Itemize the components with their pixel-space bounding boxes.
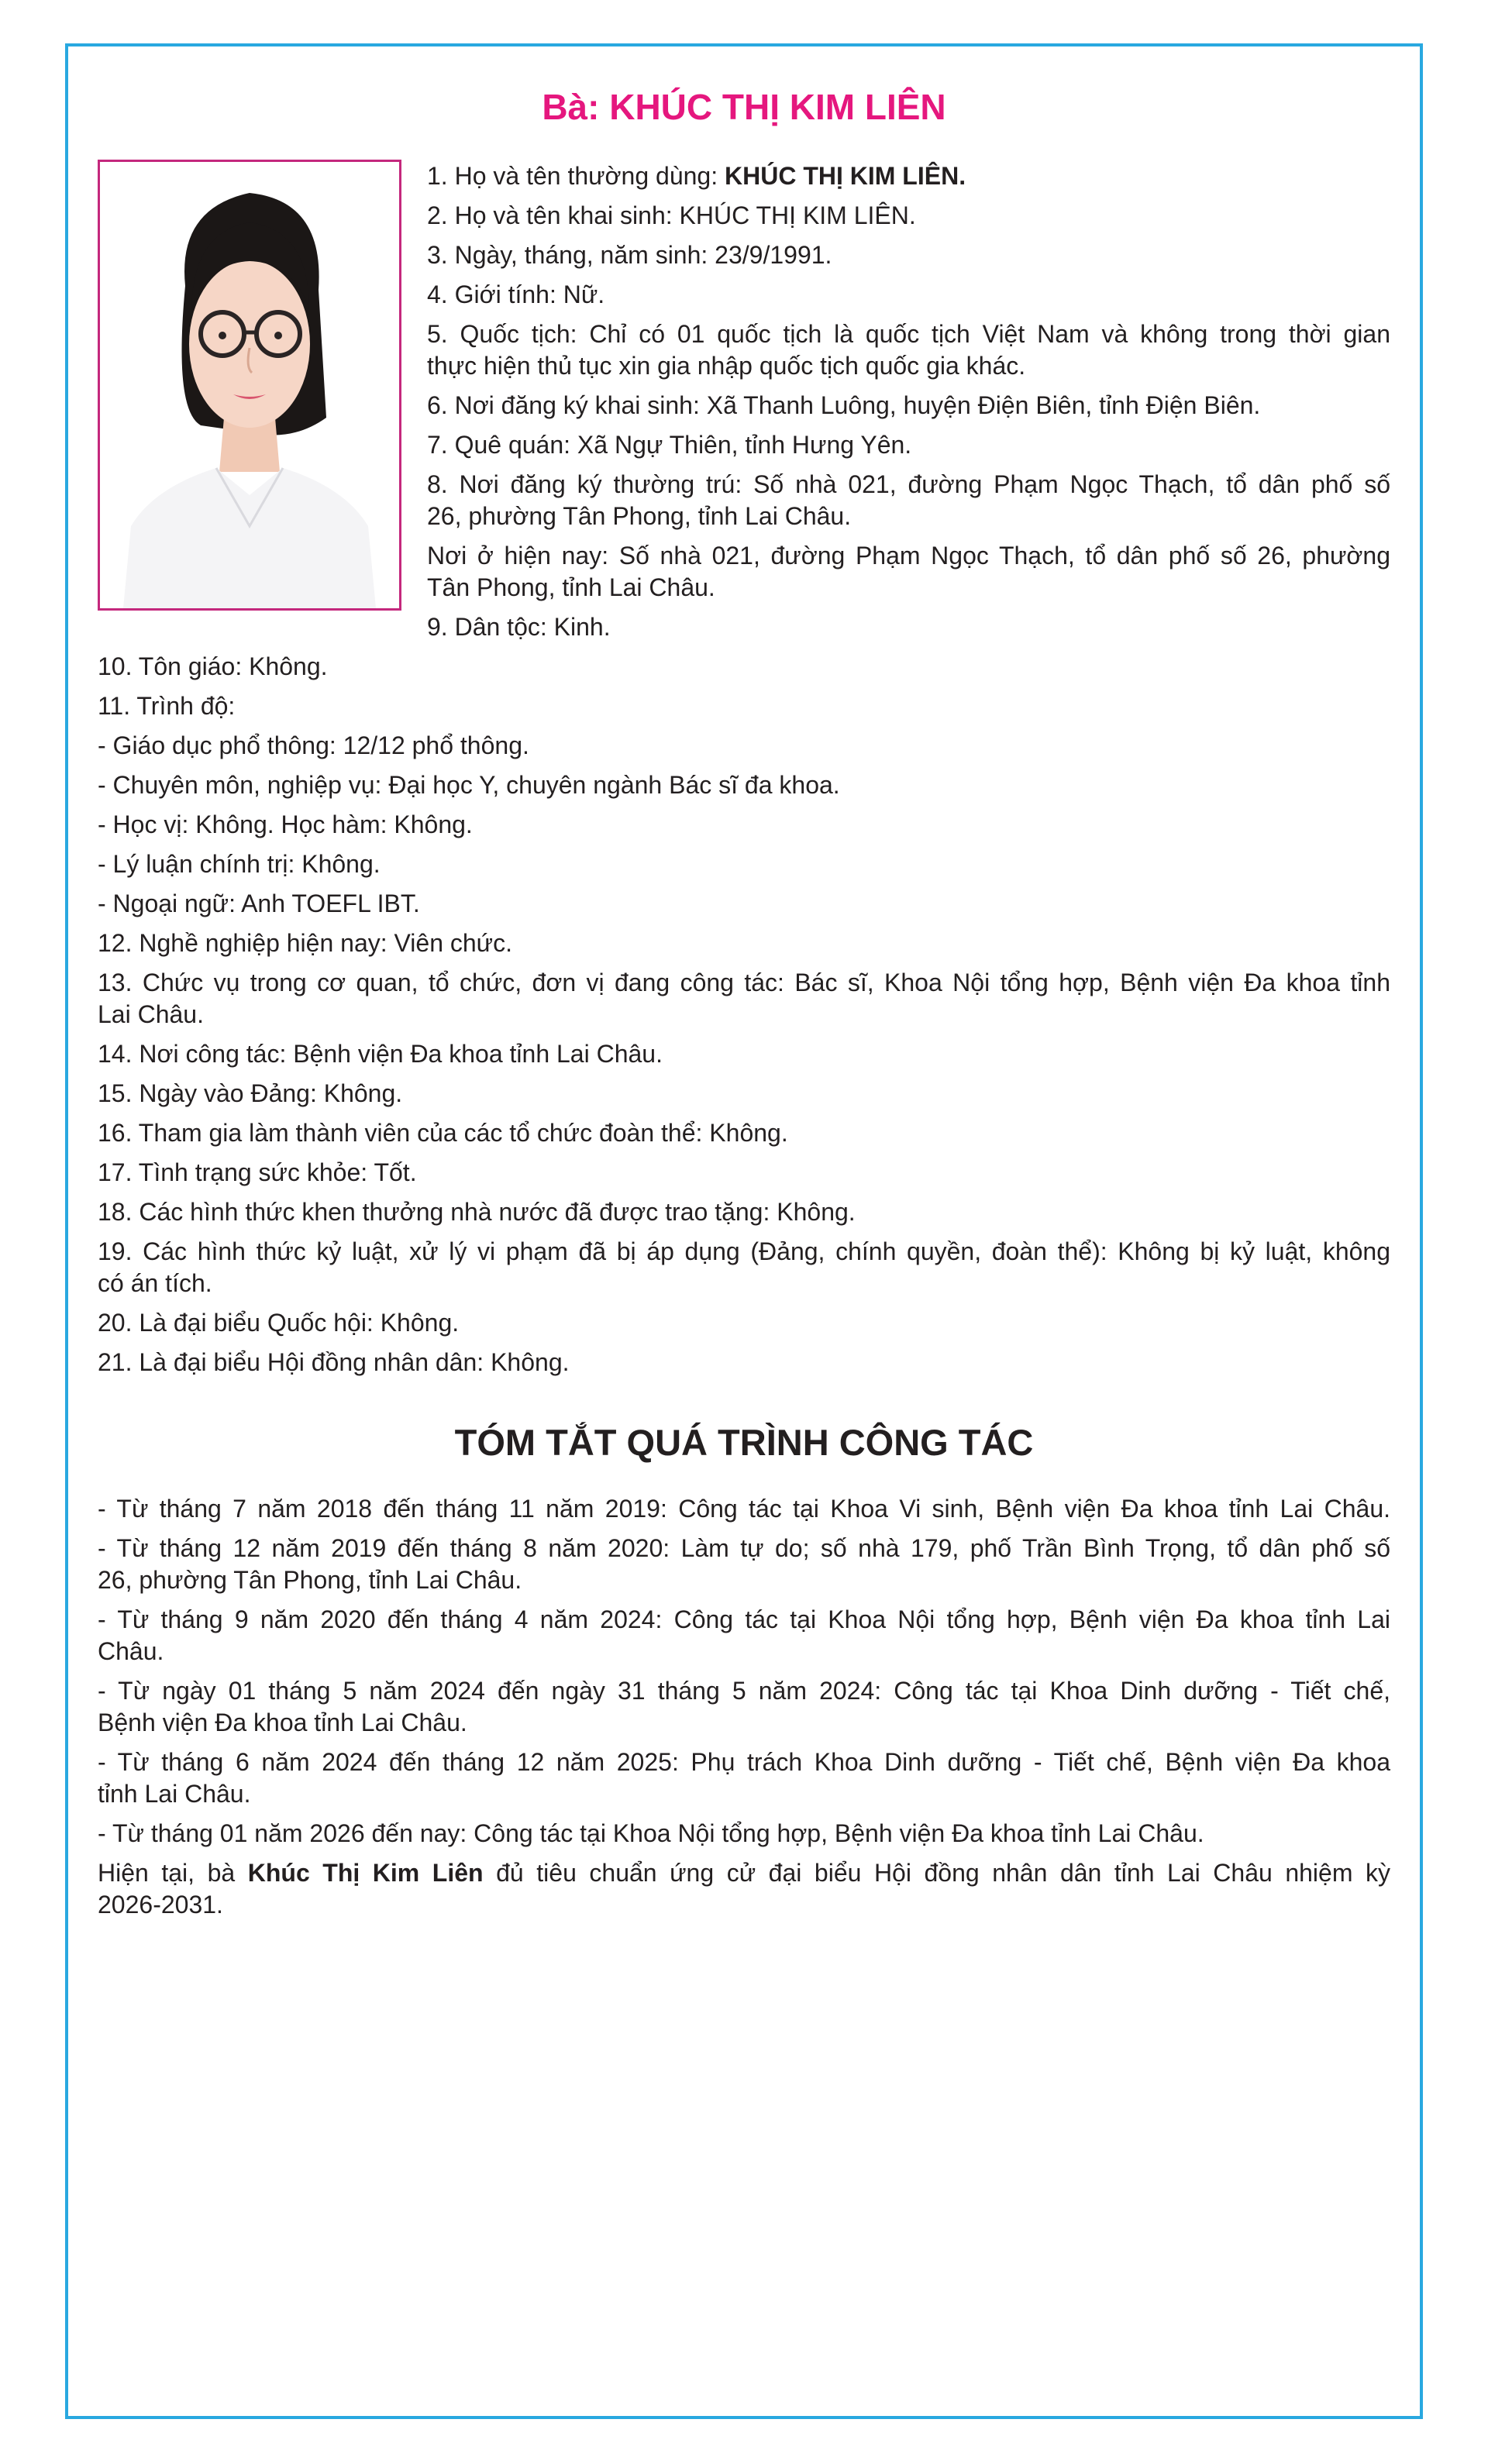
info-workplace: 14. Nơi công tác: Bệnh viện Đa khoa tỉnh Lai Châu. bbox=[98, 1040, 663, 1068]
info-birth-registration: 6. Nơi đăng ký khai sinh: Xã Thanh Luông, huyện Điện Biên, tỉnh Điện Biên. bbox=[427, 391, 1261, 419]
work-entry-3-line1: - Từ tháng 9 năm 2020 đến tháng 4 năm 2024: Công tác tại Khoa Nội tổng hợp, Bệnh viện Đa khoa tỉnh Lai bbox=[98, 1605, 1390, 1633]
work-summary-name: Khúc Thị Kim Liên bbox=[247, 1859, 484, 1887]
work-entry-1: - Từ tháng 7 năm 2018 đến tháng 11 năm 2019: Công tác tại Khoa Vi sinh, Bệnh viện Đa khoa tỉnh Lai Châu. bbox=[98, 1495, 1390, 1523]
info-permanent-address-line2: 26, phường Tân Phong, tỉnh Lai Châu. bbox=[427, 502, 852, 530]
info-qualifications: 11. Trình độ: bbox=[98, 692, 236, 720]
work-summary-line2: 2026-2031. bbox=[98, 1891, 223, 1919]
work-entry-4-line1: - Từ ngày 01 tháng 5 năm 2024 đến ngày 31 tháng 5 năm 2024: Công tác tại Khoa Dinh dưỡng - Tiết chế, bbox=[98, 1677, 1390, 1705]
info-foreign-language: - Ngoại ngữ: Anh TOEFL IBT. bbox=[98, 890, 420, 917]
info-permanent-address-line1: 8. Nơi đăng ký thường trú: Số nhà 021, đường Phạm Ngọc Thạch, tổ dân phố số bbox=[427, 470, 1390, 498]
work-entry-2-line1: - Từ tháng 12 năm 2019 đến tháng 8 năm 2020: Làm tự do; số nhà 179, phố Trần Bình Trọng, tổ dân phố số bbox=[98, 1534, 1390, 1562]
work-summary-suffix: đủ tiêu chuẩn ứng cử đại biểu Hội đồng nhân dân tỉnh Lai Châu nhiệm kỳ bbox=[483, 1859, 1391, 1887]
info-peoples-council: 21. Là đại biểu Hội đồng nhân dân: Không. bbox=[98, 1348, 570, 1376]
info-organizations: 16. Tham gia làm thành viên của các tổ chức đoàn thể: Không. bbox=[98, 1119, 788, 1147]
work-entry-4-line2: Bệnh viện Đa khoa tỉnh Lai Châu. bbox=[98, 1709, 467, 1736]
info-discipline-line2: có án tích. bbox=[98, 1269, 212, 1297]
work-entry-6: - Từ tháng 01 năm 2026 đến nay: Công tác tại Khoa Nội tổng hợp, Bệnh viện Đa khoa tỉnh Lai Châu. bbox=[98, 1819, 1204, 1847]
info-national-assembly: 20. Là đại biểu Quốc hội: Không. bbox=[98, 1309, 460, 1337]
info-birth-name: 2. Họ và tên khai sinh: KHÚC THỊ KIM LIÊN. bbox=[427, 201, 916, 229]
info-hometown: 7. Quê quán: Xã Ngự Thiên, tỉnh Hưng Yên. bbox=[427, 431, 912, 459]
info-major: - Chuyên môn, nghiệp vụ: Đại học Y, chuyên ngành Bác sĩ đa khoa. bbox=[98, 771, 840, 799]
info-party-date: 15. Ngày vào Đảng: Không. bbox=[98, 1079, 403, 1107]
info-nationality-line2: thực hiện thủ tục xin gia nhập quốc tịch quốc gia khác. bbox=[427, 352, 1026, 380]
info-health: 17. Tình trạng sức khỏe: Tốt. bbox=[98, 1158, 417, 1186]
work-entry-5-line1: - Từ tháng 6 năm 2024 đến tháng 12 năm 2025: Phụ trách Khoa Dinh dưỡng - Tiết chế, Bệnh viện Đa khoa bbox=[98, 1748, 1390, 1776]
work-entry-5-line2: tỉnh Lai Châu. bbox=[98, 1780, 251, 1808]
portrait-image bbox=[100, 162, 399, 608]
info-common-name-value: KHÚC THỊ KIM LIÊN. bbox=[724, 162, 966, 190]
candidate-photo bbox=[98, 160, 401, 611]
info-political-theory: - Lý luận chính trị: Không. bbox=[98, 850, 381, 878]
work-summary-line1 bbox=[98, 1857, 1390, 1889]
info-current-address-line1: Nơi ở hiện nay: Số nhà 021, đường Phạm Ngọc Thạch, tổ dân phố số 26, phường bbox=[427, 542, 1390, 570]
info-current-address-line2: Tân Phong, tỉnh Lai Châu. bbox=[427, 573, 715, 601]
info-birth-date: 3. Ngày, tháng, năm sinh: 23/9/1991. bbox=[427, 241, 832, 269]
info-general-education: - Giáo dục phổ thông: 12/12 phổ thông. bbox=[98, 731, 529, 759]
info-religion: 10. Tôn giáo: Không. bbox=[98, 652, 328, 680]
info-discipline-line1: 19. Các hình thức kỷ luật, xử lý vi phạm đã bị áp dụng (Đảng, chính quyền, đoàn thể): Không bị kỷ luật, không bbox=[98, 1237, 1390, 1265]
info-common-name-label: 1. Họ và tên thường dùng: bbox=[427, 162, 725, 190]
info-gender: 4. Giới tính: Nữ. bbox=[427, 280, 605, 308]
work-history-heading: TÓM TẮT QUÁ TRÌNH CÔNG TÁC bbox=[454, 1422, 1034, 1463]
work-entry-3-line2: Châu. bbox=[98, 1637, 164, 1665]
info-nationality-line1: 5. Quốc tịch: Chỉ có 01 quốc tịch là quốc tịch Việt Nam và không trong thời gian bbox=[427, 320, 1390, 348]
info-awards: 18. Các hình thức khen thưởng nhà nước đã được trao tặng: Không. bbox=[98, 1198, 856, 1226]
info-occupation: 12. Nghề nghiệp hiện nay: Viên chức. bbox=[98, 929, 512, 957]
work-entry-2-line2: 26, phường Tân Phong, tỉnh Lai Châu. bbox=[98, 1566, 522, 1594]
info-position-line1: 13. Chức vụ trong cơ quan, tổ chức, đơn vị đang công tác: Bác sĩ, Khoa Nội tổng hợp, Bệnh viện Đa khoa tỉnh bbox=[98, 969, 1390, 996]
info-position-line2: Lai Châu. bbox=[98, 1000, 204, 1028]
work-summary-prefix: Hiện tại, bà bbox=[98, 1859, 248, 1887]
info-common-name bbox=[427, 160, 966, 192]
info-degree: - Học vị: Không. Học hàm: Không. bbox=[98, 810, 473, 838]
candidate-title: Bà: KHÚC THỊ KIM LIÊN bbox=[542, 87, 946, 127]
info-ethnicity: 9. Dân tộc: Kinh. bbox=[427, 613, 611, 641]
